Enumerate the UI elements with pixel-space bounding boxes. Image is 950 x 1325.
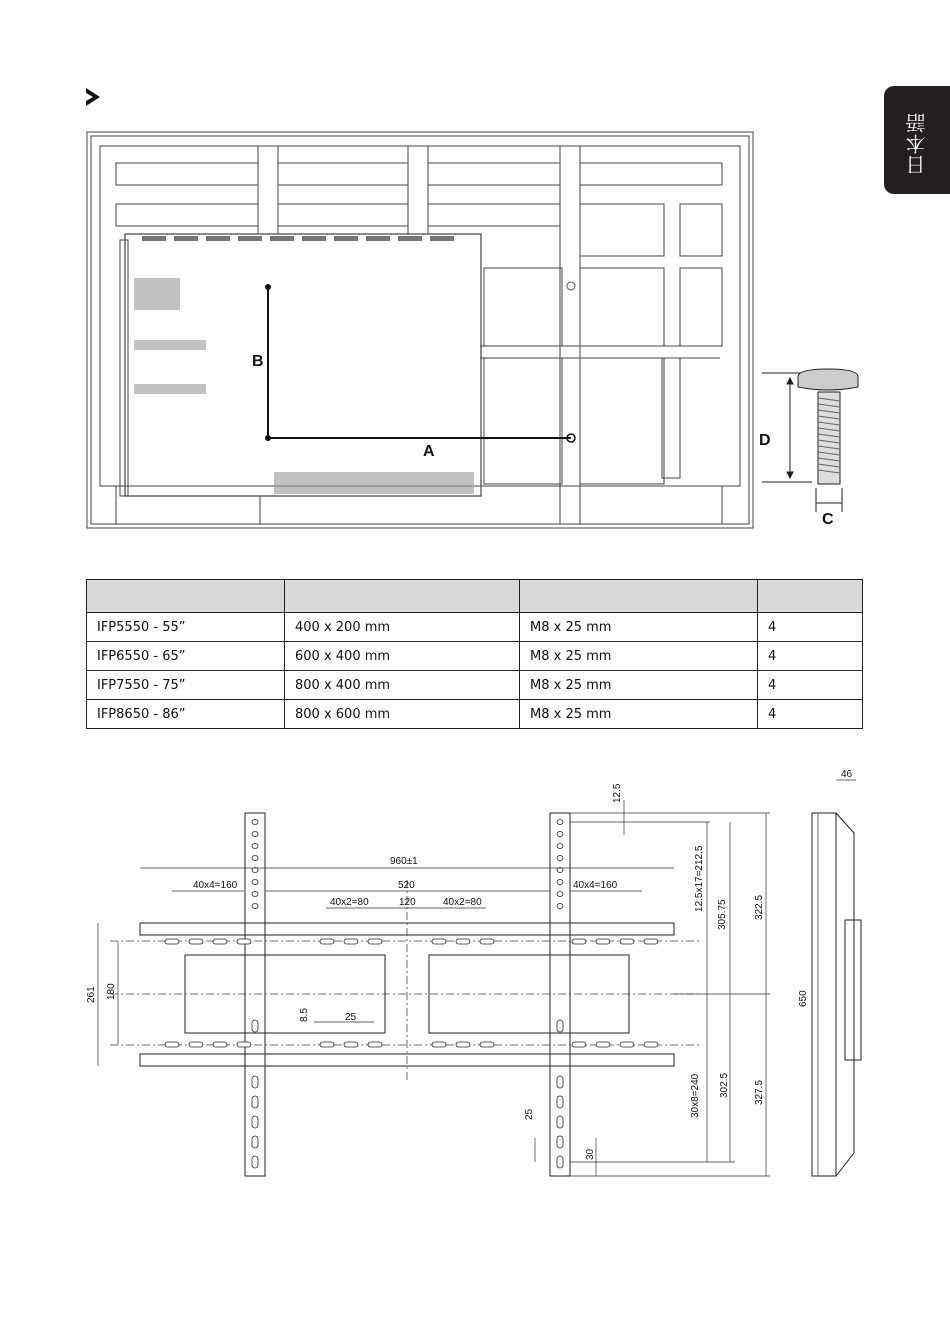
dim-right-spacing: 40x4=160 <box>573 880 618 891</box>
table-header-cell <box>520 580 758 613</box>
table-header-cell <box>285 580 520 613</box>
table-header-cell <box>758 580 863 613</box>
model-cell: IFP7550 - 75” <box>87 671 285 700</box>
dim-bot-pitch: 30x8=240 <box>690 1073 701 1118</box>
dim-left-spacing: 40x4=160 <box>193 880 238 891</box>
label-b: B <box>252 353 264 370</box>
dim-top-3225: 322.5 <box>754 894 765 920</box>
dim-bot-25: 25 <box>524 1108 535 1120</box>
dim-inner-right: 40x2=80 <box>443 897 482 908</box>
label-c: C <box>822 511 834 528</box>
table-row <box>87 642 863 671</box>
screw-cell: M8 x 25 mm <box>520 700 758 729</box>
table-row <box>87 613 863 642</box>
vesa-cell: 400 x 200 mm <box>285 613 520 642</box>
screw-cell: M8 x 25 mm <box>520 671 758 700</box>
qty-cell: 4 <box>758 671 863 700</box>
table-header-row <box>87 580 863 613</box>
dim-inner-left: 40x2=80 <box>330 897 369 908</box>
dim-bot-30: 30 <box>585 1148 596 1160</box>
dim-top-pitch: 12.5x17=212.5 <box>694 845 705 912</box>
dim-center-width: 520 <box>398 880 415 891</box>
model-cell: IFP6550 - 65” <box>87 642 285 671</box>
dim-height-261: 261 <box>86 986 97 1003</box>
dim-bot-3275: 327.5 <box>754 1079 765 1105</box>
label-a: A <box>423 443 435 460</box>
qty-cell: 4 <box>758 700 863 729</box>
screw-cell: M8 x 25 mm <box>520 642 758 671</box>
dim-top-30575: 305.75 <box>717 899 728 930</box>
dim-bot-3025: 302.5 <box>719 1072 730 1098</box>
language-tab-label: 日本語 <box>905 112 929 175</box>
dim-depth-46: 46 <box>841 769 853 780</box>
dim-small-25: 25 <box>345 1012 357 1023</box>
dim-small-85: 8.5 <box>299 1008 310 1022</box>
model-cell: IFP8650 - 86” <box>87 700 285 729</box>
model-cell: IFP5550 - 55” <box>87 613 285 642</box>
dim-overall-width: 960±1 <box>390 856 418 867</box>
dim-height-180: 180 <box>106 983 117 1000</box>
vesa-spec-table <box>86 579 863 729</box>
table-row <box>87 671 863 700</box>
dim-top-125: 12.5 <box>612 783 623 803</box>
vesa-cell: 800 x 600 mm <box>285 700 520 729</box>
table-header-cell <box>87 580 285 613</box>
table-row <box>87 700 863 729</box>
qty-cell: 4 <box>758 642 863 671</box>
qty-cell: 4 <box>758 613 863 642</box>
dim-total-650: 650 <box>798 990 809 1007</box>
rear-panel-diagram <box>0 0 950 560</box>
dim-center-gap: 120 <box>399 897 416 908</box>
vesa-cell: 600 x 400 mm <box>285 642 520 671</box>
label-d: D <box>759 432 771 449</box>
screw-cell: M8 x 25 mm <box>520 613 758 642</box>
vesa-cell: 800 x 400 mm <box>285 671 520 700</box>
